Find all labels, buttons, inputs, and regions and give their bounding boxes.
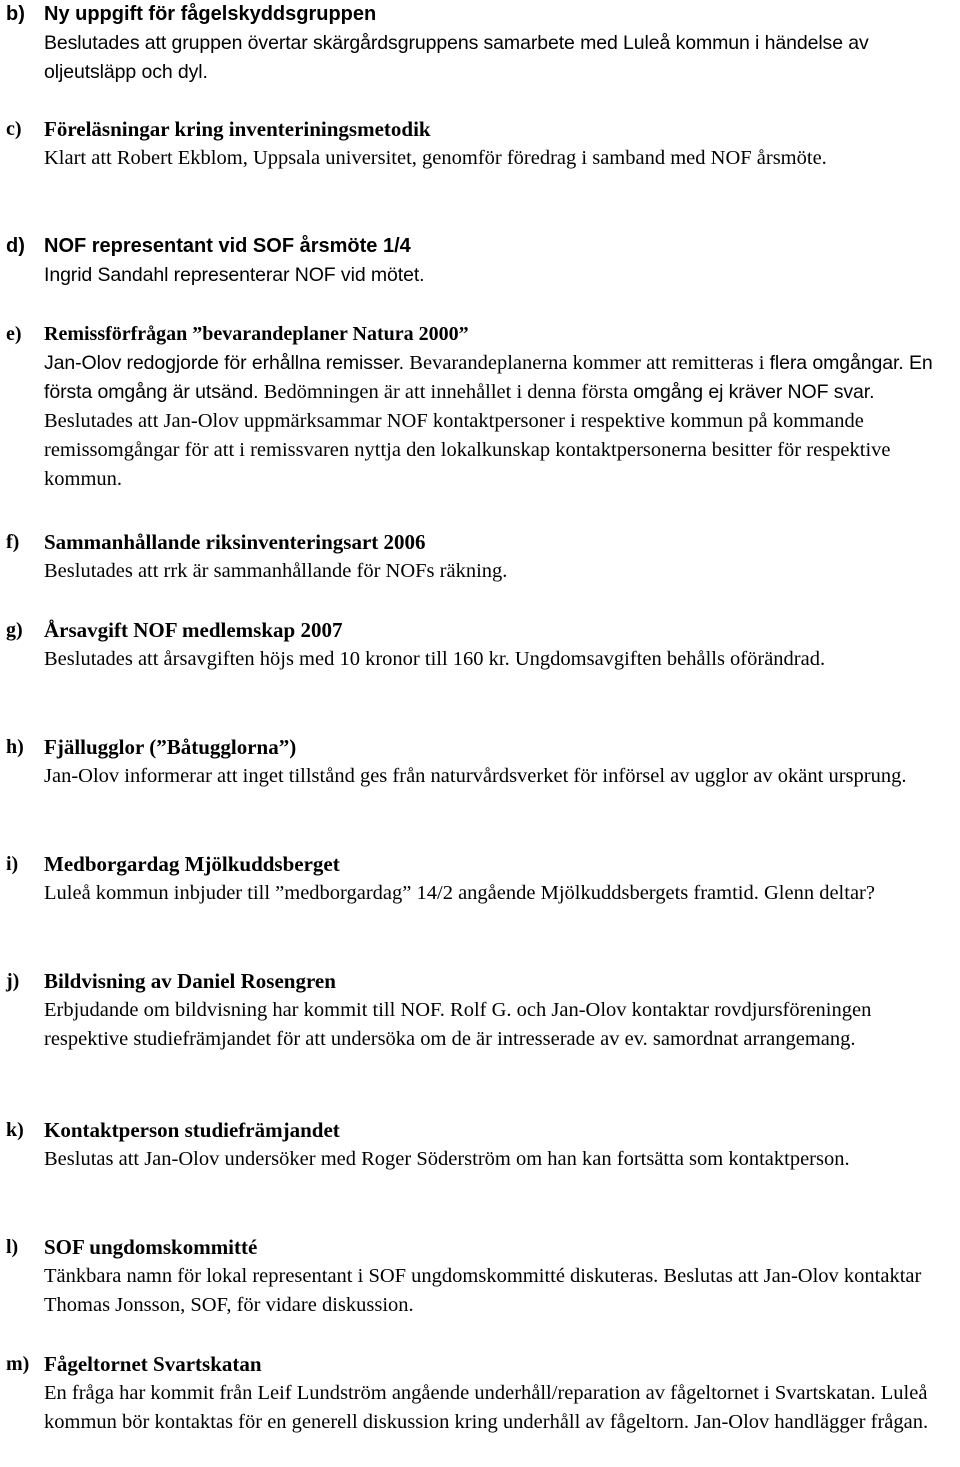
item-marker: c)	[6, 118, 22, 140]
item-marker: e)	[6, 323, 22, 345]
item-marker: g)	[6, 619, 23, 641]
item-body	[44, 1116, 956, 1174]
text-segment: Beslutades att Jan-Olov uppmärksammar NOF kontaktpersoner i respektive kommun på kommande remissomgångar för att i remissvaren nyttja den lokalkunskap kontaktpersonerna besitter för respektive kommun.	[44, 410, 891, 490]
item-heading: NOF representant vid SOF årsmöte 1/4	[44, 235, 411, 257]
item-body	[44, 1350, 956, 1437]
text-segment: Jan-Olov redogjorde för erhållna remisser.	[44, 352, 410, 374]
item-marker: h)	[6, 736, 24, 758]
item-marker: d)	[6, 235, 25, 257]
item-heading: Ny uppgift för fågelskyddsgruppen	[44, 3, 377, 25]
item-marker: k)	[6, 1119, 24, 1141]
item-body	[44, 0, 956, 87]
item-heading: Medborgardag Mjölkuddsberget	[44, 852, 340, 876]
item-marker: i)	[6, 853, 19, 875]
item-marker: f)	[6, 531, 20, 553]
item-heading: Föreläsningar kring inventeriningsmetodik	[44, 117, 431, 141]
item-text: Beslutas att Jan-Olov undersöker med Roger Söderström om han kan fortsätta som kontaktperson.	[44, 1148, 850, 1170]
item-marker: b)	[6, 3, 25, 25]
item-text: Ingrid Sandahl representerar NOF vid mötet.	[44, 264, 425, 286]
item-text: Beslutades att årsavgiften höjs med 10 kronor till 160 kr. Ungdomsavgiften behålls oförändrad.	[44, 648, 826, 670]
text-segment: Bevarandeplanerna kommer att remitteras i	[409, 352, 770, 374]
item-heading: Årsavgift NOF medlemskap 2007	[44, 618, 343, 642]
item-heading: Kontaktperson studiefrämjandet	[44, 1118, 340, 1142]
item-heading: Sammanhållande riksinventeringsart 2006	[44, 530, 426, 554]
item-body	[44, 115, 956, 173]
item-marker: m)	[6, 1353, 30, 1375]
item-text: Tänkbara namn för lokal representant i SOF ungdomskommitté diskuteras. Beslutas att Jan-Olov kontaktar Thomas Jonsson, SOF, för vidare diskussion.	[44, 1265, 922, 1316]
item-heading: Bildvisning av Daniel Rosengren	[44, 969, 336, 993]
item-text: Beslutades att gruppen övertar skärgårdsgruppens samarbete med Luleå kommun i händelse av oljeutsläpp och dyl.	[44, 32, 869, 83]
item-heading: Remissförfrågan ”bevarandeplaner Natura 2000”	[44, 323, 469, 345]
item-text: En fråga har kommit från Leif Lundström angående underhåll/reparation av fågeltornet i Svartskatan. Luleå kommun bör kontaktas för en generell diskussion kring underhåll av fågeltorn. Jan-Olov handlägger frågan.	[44, 1382, 929, 1433]
item-text: Klart att Robert Ekblom, Uppsala universitet, genomför föredrag i samband med NOF årsmöte.	[44, 147, 827, 169]
item-marker: l)	[6, 1236, 19, 1258]
item-text: Luleå kommun inbjuder till ”medborgardag” 14/2 angående Mjölkuddsbergets framtid. Glenn deltar?	[44, 882, 875, 904]
item-text: Erbjudande om bildvisning har kommit till NOF. Rolf G. och Jan-Olov kontaktar rovdjursföreningen respektive studiefrämjandet för att undersöka om de är intresserade av ev. samordnat arrangemang.	[44, 999, 872, 1050]
item-body	[44, 528, 956, 586]
item-heading: SOF ungdomskommitté	[44, 1235, 258, 1259]
text-segment: omgång ej kräver NOF svar.	[633, 381, 875, 403]
item-text: Jan-Olov informerar att inget tillstånd ges från naturvårdsverket för införsel av ugglor av okänt ursprung.	[44, 765, 907, 787]
item-heading: Fjällugglor (”Båtugglorna”)	[44, 735, 297, 759]
item-body	[44, 850, 956, 908]
item-body	[44, 967, 956, 1054]
item-body	[44, 232, 956, 290]
item-text: Beslutades att rrk är sammanhållande för NOFs räkning.	[44, 560, 508, 582]
text-segment: En första omgång är utsänd.	[44, 352, 933, 403]
item-heading: Fågeltornet Svartskatan	[44, 1352, 262, 1376]
item-body	[44, 320, 956, 494]
item-marker: j)	[6, 970, 20, 992]
text-segment: Bedömningen är att innehållet i denna första	[263, 381, 634, 403]
item-body	[44, 616, 956, 674]
item-body	[44, 1233, 956, 1320]
item-body	[44, 733, 956, 791]
text-segment: flera omgångar.	[769, 352, 909, 374]
item-text	[44, 349, 956, 494]
